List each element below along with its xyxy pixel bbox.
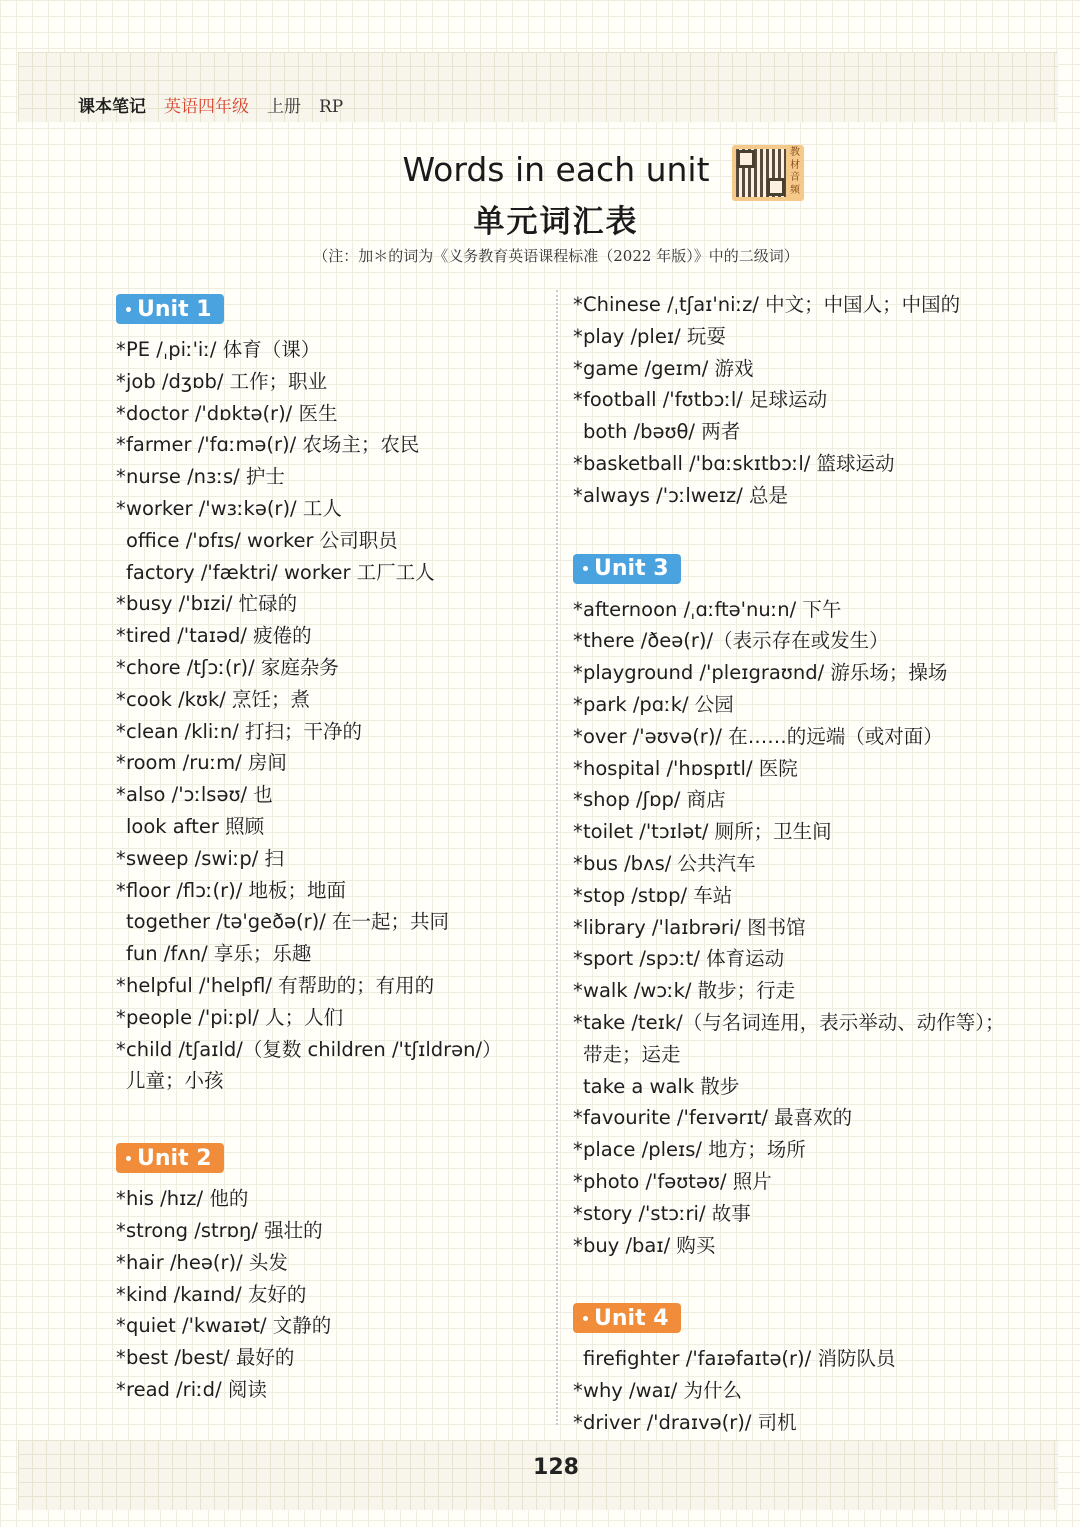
vocab-entry <box>116 938 502 970</box>
vocab-text: photo /'fəʊtəʊ/ 照片 <box>583 1169 772 1193</box>
level-marker: * <box>116 687 126 711</box>
vocab-text: take /teɪk/（与名词连用，表示举动、动作等）； <box>583 1010 1005 1034</box>
vocab-entry <box>573 1166 1004 1198</box>
vocab-text: over /'əʊvə(r)/ 在……的远端（或对面） <box>583 724 943 748</box>
vocab-entry <box>573 784 1004 816</box>
vocab-entry <box>116 398 502 430</box>
vocab-text: tired /'taɪəd/ 疲倦的 <box>126 624 312 648</box>
vocab-text: fun /fʌn/ 享乐；乐趣 <box>126 942 312 966</box>
vocab-entry <box>116 588 502 620</box>
vocab-text: nurse /nɜːs/ 护士 <box>126 465 285 489</box>
book-name: 课本笔记 <box>78 97 146 117</box>
title-english: Words in each unit <box>402 150 710 189</box>
vocab-text: people /'piːpl/ 人；人们 <box>126 1005 344 1029</box>
level-marker: * <box>116 338 126 361</box>
vocab-entry <box>116 1183 502 1215</box>
vocab-entry <box>573 321 1004 353</box>
level-marker: * <box>573 629 583 653</box>
vocab-entry <box>116 1002 502 1034</box>
vocab-text: take a walk 散步 <box>583 1074 740 1098</box>
column-divider <box>556 290 558 1425</box>
vocab-text: busy /'bɪzi/ 忙碌的 <box>126 592 298 616</box>
level-marker: * <box>573 820 583 844</box>
vocab-entry <box>573 753 1004 785</box>
vocab-entry <box>573 1039 1004 1071</box>
vocab-entry <box>116 1247 502 1279</box>
vocab-entry <box>116 366 502 398</box>
vocab-text: football /'fʊtbɔːl/ 足球运动 <box>583 388 828 412</box>
level-marker: * <box>573 947 583 971</box>
vocab-text: his /hɪz/ 他的 <box>126 1187 249 1211</box>
vocab-text: park /pɑːk/ 公园 <box>583 692 734 716</box>
title-chinese: 单元词汇表 <box>473 204 639 240</box>
vocab-text: sweep /swiːp/ 扫 <box>126 846 284 870</box>
vocab-text: hospital /'hɒspɪtl/ 医院 <box>583 756 798 780</box>
level-marker: * <box>116 1005 126 1029</box>
vocab-text: game /geɪm/ 游戏 <box>583 356 754 380</box>
vocab-entry <box>116 875 502 907</box>
level-marker: * <box>116 1037 126 1061</box>
vocab-text: toilet /'tɔɪlət/ 厕所；卫生间 <box>583 820 832 844</box>
level-marker: * <box>573 692 583 716</box>
level-marker: * <box>573 724 583 748</box>
vocab-text: helpful /'helpfl/ 有帮助的；有用的 <box>126 973 435 997</box>
version-label: RP <box>319 97 344 117</box>
vocab-entry <box>573 880 1004 912</box>
level-marker: * <box>116 624 126 648</box>
vocab-text: cook /kʊk/ 烹饪；煮 <box>126 687 311 711</box>
vocab-entry <box>573 1102 1004 1134</box>
unit-2-label: Unit 2 <box>137 1145 212 1171</box>
vocab-text: afternoon /ˌɑːftə'nuːn/ 下午 <box>583 597 842 621</box>
vocab-entry <box>116 1215 502 1247</box>
unit-3-label: Unit 3 <box>594 556 669 582</box>
vocab-entry <box>573 657 1004 689</box>
level-marker: * <box>573 979 583 1003</box>
level-marker: * <box>573 756 583 780</box>
qr-code-badge[interactable] <box>732 145 804 201</box>
vocab-text: favourite /'feɪvərɪt/ 最喜欢的 <box>583 1106 853 1130</box>
vocab-entry <box>573 1343 1004 1375</box>
vocab-entry <box>116 620 502 652</box>
level-marker: * <box>573 1201 583 1225</box>
level-marker: * <box>573 883 583 907</box>
level-marker: * <box>573 293 583 316</box>
vocab-entry <box>573 1071 1004 1103</box>
vocab-text: room /ruːm/ 房间 <box>126 751 287 775</box>
vocab-entry <box>573 943 1004 975</box>
vocab-text: library /'laɪbrəri/ 图书馆 <box>583 915 806 939</box>
running-header <box>78 92 343 117</box>
vocab-text: basketball /'bɑːskɪtbɔːl/ 篮球运动 <box>583 451 895 475</box>
level-marker: * <box>573 1169 583 1193</box>
vocab-text: stop /stɒp/ 车站 <box>583 883 733 907</box>
level-marker: * <box>116 433 126 457</box>
vocab-entry <box>573 1007 1004 1039</box>
level-marker: * <box>573 1106 583 1130</box>
vocab-entry <box>573 1198 1004 1230</box>
vocab-entry <box>116 461 502 493</box>
level-marker: * <box>573 1379 583 1403</box>
level-marker: * <box>573 597 583 621</box>
vocab-text: also /'ɔːlsəʊ/ 也 <box>126 783 273 807</box>
unit-2-list <box>116 1183 502 1406</box>
vocab-entry <box>116 684 502 716</box>
vocab-text: office /'ɒfɪs/ worker 公司职员 <box>126 528 398 552</box>
level-marker: * <box>116 1314 126 1338</box>
left-column <box>116 294 502 1406</box>
vocab-text: farmer /'fɑːmə(r)/ 农场主；农民 <box>126 433 420 457</box>
unit-2-continued-list <box>573 289 1004 512</box>
level-marker: * <box>573 388 583 412</box>
unit-4-list <box>573 1343 1004 1438</box>
vocab-text: 带走；运走 <box>583 1042 681 1066</box>
vocab-text: hair /heə(r)/ 头发 <box>126 1250 288 1274</box>
level-marker: * <box>116 719 126 743</box>
bullet-icon <box>583 1316 588 1321</box>
vocab-entry <box>573 689 1004 721</box>
vocab-text: Chinese /ˌtʃaɪ'niːz/ 中文；中国人；中国的 <box>583 293 961 316</box>
vocab-entry <box>116 1065 502 1097</box>
grade-label: 英语四年级 <box>164 97 249 117</box>
level-marker: * <box>573 356 583 380</box>
vocab-text: driver /'draɪvə(r)/ 司机 <box>583 1410 797 1434</box>
vocab-entry <box>116 1342 502 1374</box>
vocab-text: best /best/ 最好的 <box>126 1346 295 1370</box>
level-marker: * <box>116 783 126 807</box>
level-marker: * <box>573 851 583 875</box>
vocab-entry <box>116 334 502 366</box>
bullet-icon <box>583 566 588 571</box>
level-marker: * <box>573 451 583 475</box>
vocab-entry <box>116 1310 502 1342</box>
level-marker: * <box>116 401 126 425</box>
level-marker: * <box>573 915 583 939</box>
vocab-text: read /riːd/ 阅读 <box>126 1377 267 1401</box>
vocab-text: job /dʒɒb/ 工作；职业 <box>126 369 328 393</box>
qr-tag: 教材音频 <box>790 147 800 196</box>
vocab-entry <box>116 652 502 684</box>
unit-3-list <box>573 594 1004 1262</box>
level-marker: * <box>116 1346 126 1370</box>
unit-1-list <box>116 334 502 1097</box>
vocab-entry <box>573 448 1004 480</box>
vocab-text: factory /'fæktri/ worker 工厂工人 <box>126 560 435 584</box>
unit-1-badge <box>116 294 224 324</box>
level-marker: * <box>116 878 126 902</box>
vocab-entry <box>573 1375 1004 1407</box>
level-marker: * <box>116 496 126 520</box>
vocab-text: always /'ɔːlweɪz/ 总是 <box>583 483 788 507</box>
unit-3-badge <box>573 554 681 584</box>
vocab-text: walk /wɔːk/ 散步；行走 <box>583 979 796 1003</box>
vocab-entry <box>573 912 1004 944</box>
vocab-text: child /tʃaɪld/（复数 children /'tʃɪldrən/） <box>126 1037 502 1061</box>
vocab-entry <box>573 480 1004 512</box>
level-marker: * <box>573 1010 583 1034</box>
qr-code-icon <box>736 149 786 197</box>
level-marker: * <box>573 1138 583 1162</box>
level-marker: * <box>116 1377 126 1401</box>
right-column <box>573 289 1004 1439</box>
bullet-icon <box>126 1156 131 1161</box>
vocab-text: playground /'pleɪgraʊnd/ 游乐场；操场 <box>583 661 948 685</box>
unit-1-label: Unit 1 <box>137 296 212 322</box>
vocab-entry <box>116 1374 502 1406</box>
vocab-text: both /bəʊθ/ 两者 <box>583 420 741 444</box>
vocab-text: place /pleɪs/ 地方；场所 <box>583 1138 806 1162</box>
vocab-text: worker /'wɜːkə(r)/ 工人 <box>126 496 342 520</box>
vocab-text: chore /tʃɔː(r)/ 家庭杂务 <box>126 655 339 679</box>
vocab-text: floor /flɔː(r)/ 地板；地面 <box>126 878 346 902</box>
vocab-entry <box>116 843 502 875</box>
vocab-entry <box>573 1230 1004 1262</box>
level-marker: * <box>116 1187 126 1211</box>
vocab-entry <box>116 716 502 748</box>
vocab-text: doctor /'dɒktə(r)/ 医生 <box>126 401 338 425</box>
vocab-entry <box>116 970 502 1002</box>
vocab-text: sport /spɔːt/ 体育运动 <box>583 947 785 971</box>
vocab-text: look after 照顾 <box>126 814 265 838</box>
level-marker: * <box>116 973 126 997</box>
vocab-text: 儿童；小孩 <box>126 1069 224 1093</box>
level-marker: * <box>116 1250 126 1274</box>
level-marker: * <box>573 324 583 348</box>
vocab-entry <box>573 289 1004 321</box>
vocab-text: shop /ʃɒp/ 商店 <box>583 788 726 812</box>
vocab-entry <box>116 493 502 525</box>
vocab-entry <box>573 594 1004 626</box>
level-marker: * <box>116 655 126 679</box>
level-marker: * <box>116 369 126 393</box>
vocab-text: strong /strɒŋ/ 强壮的 <box>126 1218 323 1242</box>
unit-4-label: Unit 4 <box>594 1305 669 1331</box>
level-marker: * <box>116 846 126 870</box>
vocab-entry <box>116 1034 502 1066</box>
vocab-entry <box>116 429 502 461</box>
level-marker: * <box>573 1233 583 1257</box>
vocab-text: together /tə'geðə(r)/ 在一起；共同 <box>126 910 450 934</box>
level-marker: * <box>116 751 126 775</box>
vocab-entry <box>116 779 502 811</box>
vocab-text: kind /kaɪnd/ 友好的 <box>126 1282 307 1306</box>
title-note: （注：加＊的词为《义务教育英语课程标准（2022 年版）》中的二级词） <box>313 247 799 265</box>
vocab-entry <box>573 353 1004 385</box>
vocab-entry <box>116 1279 502 1311</box>
level-marker: * <box>573 788 583 812</box>
level-marker: * <box>116 592 126 616</box>
vocab-entry <box>116 747 502 779</box>
vocab-entry <box>573 416 1004 448</box>
bullet-icon <box>126 307 131 312</box>
vocab-entry <box>116 525 502 557</box>
level-marker: * <box>573 661 583 685</box>
vocab-text: bus /bʌs/ 公共汽车 <box>583 851 756 875</box>
term-label: 上册 <box>267 97 301 117</box>
vocab-entry <box>573 848 1004 880</box>
level-marker: * <box>116 1282 126 1306</box>
level-marker: * <box>116 465 126 489</box>
unit-4-badge <box>573 1303 681 1333</box>
level-marker: * <box>573 1410 583 1434</box>
vocab-text: firefighter /'faɪəfaɪtə(r)/ 消防队员 <box>583 1347 896 1371</box>
page-number: 128 <box>533 1455 579 1480</box>
vocab-entry <box>116 811 502 843</box>
vocab-text: story /'stɔːri/ 故事 <box>583 1201 751 1225</box>
vocab-entry <box>573 816 1004 848</box>
vocab-entry <box>116 906 502 938</box>
vocab-entry <box>573 1134 1004 1166</box>
vocab-text: there /ðeə(r)/（表示存在或发生） <box>583 629 889 653</box>
vocab-text: buy /baɪ/ 购买 <box>583 1233 716 1257</box>
vocab-entry <box>573 1407 1004 1439</box>
vocab-text: play /pleɪ/ 玩耍 <box>583 324 726 348</box>
vocab-text: PE /ˌpiː'iː/ 体育（课） <box>126 338 321 361</box>
vocab-entry <box>573 721 1004 753</box>
vocab-text: why /waɪ/ 为什么 <box>583 1379 743 1403</box>
level-marker: * <box>116 1218 126 1242</box>
vocab-text: quiet /'kwaɪət/ 文静的 <box>126 1314 332 1338</box>
vocab-entry <box>573 384 1004 416</box>
vocab-text: clean /kliːn/ 打扫；干净的 <box>126 719 363 743</box>
level-marker: * <box>573 483 583 507</box>
unit-2-badge <box>116 1143 224 1173</box>
vocab-entry <box>573 975 1004 1007</box>
vocab-entry <box>116 557 502 589</box>
vocab-entry <box>573 625 1004 657</box>
